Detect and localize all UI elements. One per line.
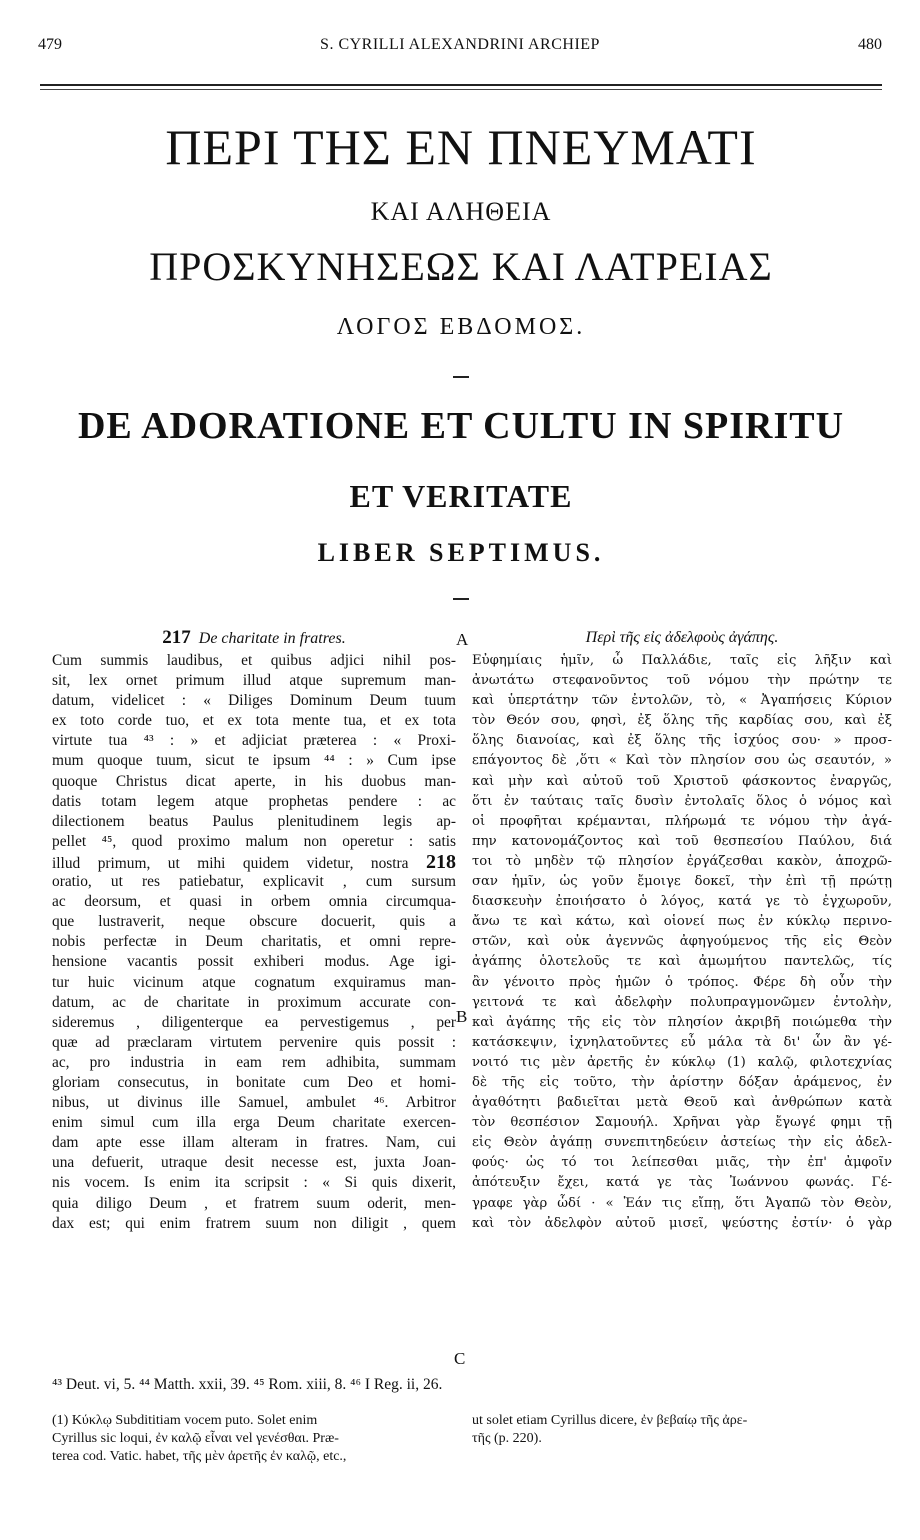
latin-text-line: tur huic vicinum atque cognatum exquiramus man- — [52, 973, 456, 991]
greek-column — [472, 625, 892, 1234]
greek-title-line-1: ΠΕΡΙ ΤΗΣ ΕΝ ΠΝΕΥΜΑΤΙ — [165, 119, 757, 175]
greek-text-line: κατάσκεψιν, ἰχνηλατοῦντες εὖ μάλα τὰ δι' ὧν ἂν γέ- — [472, 1034, 892, 1050]
latin-text-fragment: illud primum, ut mihi quidem videtur, nostra — [52, 854, 426, 872]
footnote-references: ⁴³ Deut. vi, 5. ⁴⁴ Matth. xxii, 39. ⁴⁵ Rom. xiii, 8. ⁴⁶ I Reg. ii, 26. — [52, 1376, 443, 1393]
greek-text-line: ἀπότευξιν ἔχει, κατά γε τὰς Ἰωάννου φωνάς. Γέ- — [472, 1175, 892, 1191]
greek-text-line: ἀγαθότητι βαδιεῖται μετὰ Θεοῦ καὶ ἀνθρώπων κατὰ — [472, 1095, 892, 1111]
latin-text-line: dilectionem beatus Paulus plenitudinem legis ap- — [52, 812, 456, 830]
latin-text-line: quia diligo Deum , et fratrem suum oderit, men- — [52, 1194, 456, 1212]
greek-text-line: γραφε γὰρ ὧδί · « Ἐάν τις εἴπῃ, ὅτι Ἀγαπῶ τὸν Θεὸν, — [472, 1195, 892, 1211]
latin-text-line: quæ ad præclaram virtutem pervenire quis possit : — [52, 1033, 456, 1051]
greek-text-line: νοιτό τις μὲν ἀρετῆς ἐν κύκλῳ (1) καλῷ, φιλοτεχνίας — [472, 1054, 892, 1070]
latin-text-line: enim simul cum illa erga Deum charitate exercen- — [52, 1114, 456, 1132]
greek-body-text — [472, 651, 892, 1234]
latin-text-line: una defuerit, utraque desit necesse est, juxta Joan- — [52, 1154, 456, 1172]
footnote-line: (1) Κύκλῳ Subdititiam vocem puto. Solet enim — [52, 1413, 318, 1428]
latin-text-line: ex toto corde tuo, et ex tota mente tua, et ex tota — [52, 712, 456, 730]
latin-text-line: gloriam consecutus, in bonitate cum Deo et homi- — [52, 1073, 456, 1091]
margin-letter-c: C — [454, 1349, 466, 1368]
greek-text-line: στῶν, καὶ οὐκ ἀγεννῶς ἀφηγούμενος τῆς εἰς Θεὸν — [472, 934, 892, 950]
footnote-right — [472, 1412, 892, 1448]
latin-text-line: pellet ⁴⁵, quod proximo malum non operetur : satis — [52, 832, 456, 850]
latin-text-line: dam apte esse illam alteram in fratres. Nam, cui — [52, 1134, 456, 1152]
title-divider — [453, 376, 469, 378]
latin-text-line: datis totam legem atque prophetas pendere : ac — [52, 792, 456, 810]
latin-section-heading — [52, 625, 456, 651]
header-rule-thin — [40, 89, 882, 90]
footnote-line: Cyrillus sic loqui, ἐν καλῷ εἶναι vel γενέσθαι. Præ- — [52, 1431, 339, 1446]
latin-text-line: que lustraverit, neque obscure docuerit, quis a — [52, 913, 456, 931]
greek-text-line: σαν ἡμῖν, ὡς γοῦν ἔμοιγε δοκεῖ, τὴν ἐπὶ τῇ πρώτῃ — [472, 874, 892, 890]
greek-text-line: ὅλης διανοίας, καὶ ἐξ ὅλης τῆς ἰσχύος σου· » προσ- — [472, 733, 892, 749]
greek-text-line: ἄνω τε καὶ κάτω, καὶ οἱονεί πως ἐν κύκλῳ περινο- — [472, 914, 892, 930]
greek-text-line: ἀνωτάτω στεφανοῦντος τοῦ νόμου τὴν πρώτην τε — [472, 673, 892, 689]
title-divider-2 — [453, 598, 469, 600]
latin-text-line: nobis perfectæ in Deum charitatis, et omni repre- — [52, 933, 456, 951]
latin-title-line-2: ET VERITATE — [349, 478, 573, 514]
latin-text-line: virtute tua ⁴³ : » et adjiciat prætereа : « Proxi- — [52, 732, 456, 750]
greek-text-line: καὶ ἀγάπης τῆς εἰς τὸν πλησίον ἀκριβῆ ποιώμεθα τὴν — [472, 1014, 892, 1030]
footnote-line: τῆς (p. 220). — [472, 1431, 542, 1446]
greek-text-line: καὶ ὑπερτάτην τῶν ἐντολῶν, τὸ, « Ἀγαπήσεις Κύριον — [472, 693, 892, 709]
greek-text-line: ὅτι ἐν ταύταις ταῖς δυσὶν ἐντολαῖς ὅλος ὁ νόμος καὶ — [472, 793, 892, 809]
latin-text-line: ac, pro industria in eam rem adhibita, summam — [52, 1053, 456, 1071]
greek-text-line: τὸν θεσπέσιον Σαμουήλ. Χρῆναι γὰρ ἔγωγέ φημι τῇ — [472, 1115, 892, 1131]
latin-text-line: sideremus , diligenterque ea pervestigemus , per — [52, 1013, 456, 1031]
greek-text-line: δὲ τῆς εἰς τοῦτο, τὴν ἀρίστην δόξαν ἀράμενος, ἐν — [472, 1074, 892, 1090]
latin-heading-text: De charitate in fratres. — [198, 630, 346, 647]
greek-text-line: ἂν γένοιτο πρὸς ἡμῶν ὁ τρόπος. Φέρε δὴ οὖν τὴν — [472, 974, 892, 990]
greek-text-line: καὶ μὴν καὶ αὐτοῦ τοῦ Χριστοῦ φάσκοντος ἐναργῶς, — [472, 773, 892, 789]
latin-text-line: nibus, ut divinus ille Samuel, ambulet ⁴⁶. Arbitror — [52, 1094, 456, 1112]
latin-text-line: dax est; qui enim fratrem suum non diligit , quem — [52, 1214, 456, 1232]
greek-title-line-3: ΠΡΟΣΚΥΝΗΣΕΩΣ ΚΑΙ ΛΑΤΡΕΙΑΣ — [149, 244, 773, 289]
greek-text-line: οἱ προφῆται κρέμανται, πλήρωμά τε νόμου τὴν ἀγά- — [472, 813, 892, 829]
latin-column — [52, 625, 456, 1234]
greek-text-line: τοι τὸ μηδὲν τῷ πλησίον ἐργάζεσθαι κακὸν, ἀποχρῶ- — [472, 853, 892, 869]
latin-text-line: nis vocem. Is enim ita scripsit : « Si quis dixerit, — [52, 1174, 456, 1192]
latin-text-line: datum, videlicet : « Diliges Dominum Deum tuum — [52, 692, 456, 710]
latin-body-text — [52, 651, 456, 1234]
footnote-line: terea cod. Vatic. habet, τῆς μὲν ἀρετῆς ἐν καλῷ, etc., — [52, 1449, 347, 1464]
running-title: S. CYRILLI ALEXANDRINI ARCHIEP — [320, 36, 600, 53]
greek-title-line-4: ΛΟΓΟΣ ΕΒΔΟΜΟΣ. — [336, 314, 586, 340]
greek-text-line: επάγοντος δὲ ,ὅτι « Καὶ τὸν πλησίον σου ὡς σεαυτόν, » — [472, 753, 892, 769]
footnote-left — [52, 1412, 456, 1466]
greek-text-line: Εὐφημίαις ἡμῖν, ὦ Παλλάδιε, ταῖς εἰς λῆξιν καὶ — [472, 653, 892, 668]
latin-text-line: datum, ac de charitate in proximum accurate con- — [52, 993, 456, 1011]
latin-text-line: quoque Christus dicat aperte, in his duobus man- — [52, 772, 456, 790]
latin-text-line: Cum summis laudibus, et quibus adjici nihil pos- — [52, 652, 456, 669]
margin-letter-b: B — [456, 1007, 468, 1026]
margin-letter-a: A — [456, 630, 469, 649]
latin-text-line: ac deorsum, et quasi in orbem omnia circumqua- — [52, 893, 456, 911]
greek-text-line: πην κατονομάζοντος καὶ τοῦ θεσπεσίου Παύλου, διά — [472, 833, 892, 849]
greek-text-line: ἀγάπης ὁλοτελοῦς τε καὶ ἀμωμήτου παντελῶς, τίς — [472, 954, 892, 970]
greek-title-line-2: ΚΑΙ ΑΛΗΘΕΙΑ — [370, 197, 552, 226]
greek-text-line: τὸν Θεόν σου, φησὶ, ἐξ ὅλης τῆς καρδίας σου, καὶ ἐξ — [472, 713, 892, 729]
latin-title-line-1: DE ADORATIONE ET CULTU IN SPIRITU — [77, 405, 845, 447]
latin-text-line: sit, lex ornet primum illud atque supremum man- — [52, 672, 456, 690]
greek-text-line: φούς· ὡς τό τοι λείπεσθαι μιᾶς, τὴν ἐπ' ἀμφοῖν — [472, 1155, 892, 1171]
page-number-left: 479 — [38, 36, 62, 53]
running-head — [38, 36, 882, 60]
greek-text-line: γειτονά τε καὶ ἀδελφὴν πολυπραγμονῶμεν ἐντολὴν, — [472, 994, 892, 1010]
greek-text-line: εἰς Θεὸν ἀγάπῃ συνεπιτηδεύειν ἀστείως τὴν εἰς ἀδελ- — [472, 1135, 892, 1151]
header-rule — [40, 84, 882, 86]
footnote-line: ut solet etiam Cyrillus dicere, ἐν βεβαίῳ τῆς ἀρε- — [472, 1413, 748, 1428]
latin-text-line: hensione vacantis possit exhiberi modus. Age igi- — [52, 953, 456, 971]
page-number-right: 480 — [858, 36, 882, 53]
latin-title-line-3: LIBER SEPTIMUS. — [317, 538, 605, 567]
greek-text-line: καὶ τὸν ἀδελφὸν αὐτοῦ μισεῖ, ψεύστης ἐστίν· ὁ γὰρ — [472, 1215, 892, 1231]
greek-text-line: διασκευὴν ἐποιήσατο ὁ λόγος, κατά γε τὸ ἐγχωροῦν, — [472, 894, 892, 910]
section-number: 217 — [162, 627, 191, 648]
latin-text-line: mum quoque tuum, sicut te ipsum ⁴⁴ : » Cum ipse — [52, 752, 456, 770]
greek-section-heading: Περὶ τῆς εἰς ἀδελφοὺς ἀγάπης. — [585, 629, 779, 646]
latin-text-line: oratio, ut res patiebatur, explicavit , cum sursum — [52, 873, 456, 891]
latin-text-line — [52, 852, 456, 872]
inline-section-number: 218 — [426, 850, 456, 873]
